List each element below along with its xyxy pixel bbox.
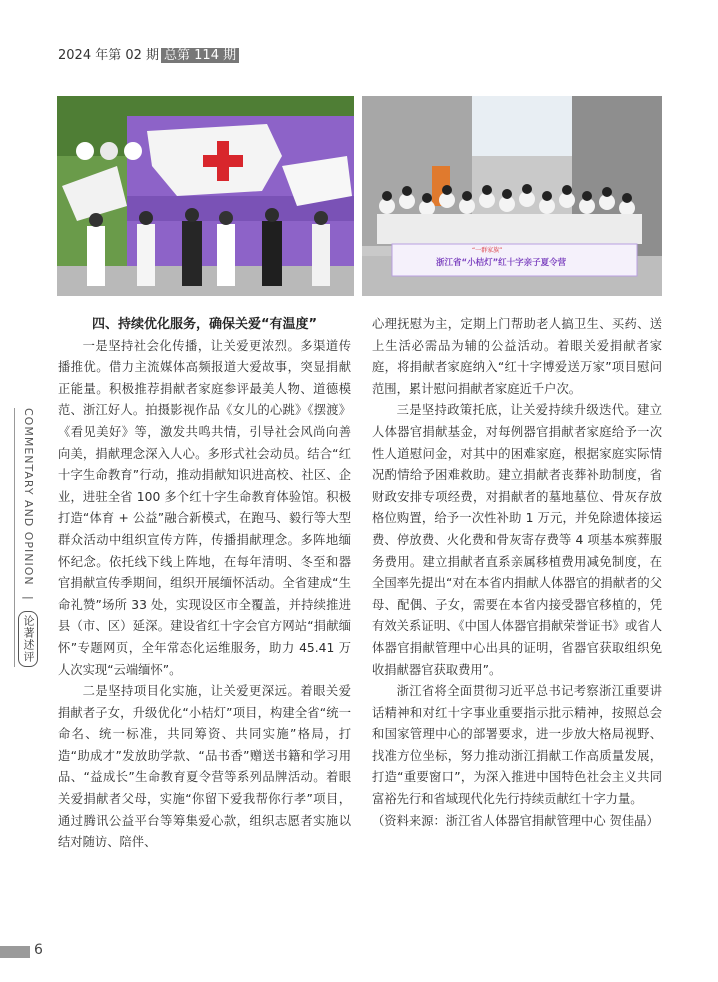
article-paragraph: 一是坚持社会化传播，让关爱更浓烈。多渠道传播推优。借力主流媒体高频报道大爱故事，突显捐献正能量。积极推荐捐献者家庭参评最美人物、道德模范、浙江好人。拍摄影视作品《女儿的心跳》《摆渡》《看见美好》等，激发共鸣共情，引导社会风尚向善向美，捐献理念深入人心。多形式社会动员。结合“红十字生命教育”行动，推动捐献知识进高校、社区、企业，进驻全省 100 多个红十字生命教育体验馆。积极打造“体育 + 公益”融合新模式，在跑马、毅行等大型群众活动中组织宣传方阵，传播捐献理念。多阵地缅怀纪念。依托线下线上阵地，在每年清明、冬至和器官捐献宣传季期间，组织开展缅怀活动。全省建成“生命礼赞”场所 33 处，实现设区市全覆盖，并持续推进县（市、区）延深。建设省红十字会官方网站“捐献缅怀”专题网页，全年常态化运维服务，助力 45.41 万人次实现“云端缅怀”。: [58, 338, 351, 677]
summer-camp-group-photo: [362, 96, 662, 296]
article-paragraph: 浙江省将全面贯彻习近平总书记考察浙江重要讲话精神和对红十字事业重要指示批示精神，按照总会和国家管理中心的部署要求，进一步放大格局视野、找准方位坐标，努力推动浙江捐献工作高质量发展，打造“重要窗口”，为深入推进中国特色社会主义共同富裕先行和省域现代化先行持续贡献红十字力量。: [372, 684, 662, 807]
section-heading: 四、持续优化服务，确保关爱“有温度”: [91, 317, 318, 332]
article-right-column: [372, 314, 662, 832]
flag-ceremony-photo: [57, 96, 354, 296]
article-paragraph: 心理抚慰为主，定期上门帮助老人搞卫生、买药、送上生活必需品为辅的公益活动。着眼关爱捐献者家庭，将捐献者家庭纳入“红十字博爱送万家”项目慰问范围，累计慰问捐献者家庭近千户次。: [372, 317, 662, 396]
article-paragraph: 三是坚持政策托底，让关爱持续升级迭代。建立人体器官捐献基金，对每例器官捐献者家庭给予一次性人道慰问金，对其中的困难家庭，根据家庭实际情况酌情给予困难救助。建立捐献者丧葬补助制度，省财政安排专项经费，对捐献者的墓地墓位、骨灰存放格位购置，给予一次性补助 1 万元，并免除遗体接运费、停放费、火化费和骨灰寄存费等 4 项基本殡葬服务费用。建立捐献者直系亲属移植费用减免制度，在全国率先提出“对在本省内捐献人体器官的捐献者的父母、配偶、子女，需要在本省内接受器官移植的，凭有效关系证明、《中国人体器官捐献荣誉证书》或省人体器官捐献管理中心出具的证明，省器官获取组织免收捐献器官获取费用”。: [372, 403, 662, 677]
page-number: 6: [34, 942, 43, 958]
article-left-column: [58, 314, 351, 854]
article-paragraph: 二是坚持项目化实施，让关爱更深远。着眼关爱捐献者子女，升级优化“小桔灯”项目，构建全省“统一命名、统一标准，共同筹资、共同实施”格局，打造“助成才”发放助学款、“品书香”赠送书籍和学习用品、“益成长”生命教育夏令营等系列品牌活动。着眼关爱捐献者父母，实施“你留下爱我帮你行孝”项目，通过腾讯公益平台等筹集爱心款，组织志愿者实施以结对随访、陪伴、: [58, 684, 351, 850]
section-side-label: [14, 408, 38, 667]
side-label-en: COMMENTARY AND OPINION: [22, 408, 35, 586]
side-label-cn: 论著述评: [18, 611, 38, 667]
banner-top-text: “一群家族”: [472, 247, 503, 254]
divider: |: [22, 596, 35, 601]
page-number-bar: [0, 946, 30, 958]
source-credit: （资料来源：浙江省人体器官捐献管理中心 贺佳晶）: [372, 813, 659, 828]
issue-header: [58, 44, 239, 63]
issue-prefix: 2024 年第 02 期: [58, 48, 160, 63]
issue-total-tag: 总第 114 期: [161, 48, 239, 63]
banner-main-text: 浙江省“小桔灯”红十字亲子夏令营: [436, 258, 567, 268]
